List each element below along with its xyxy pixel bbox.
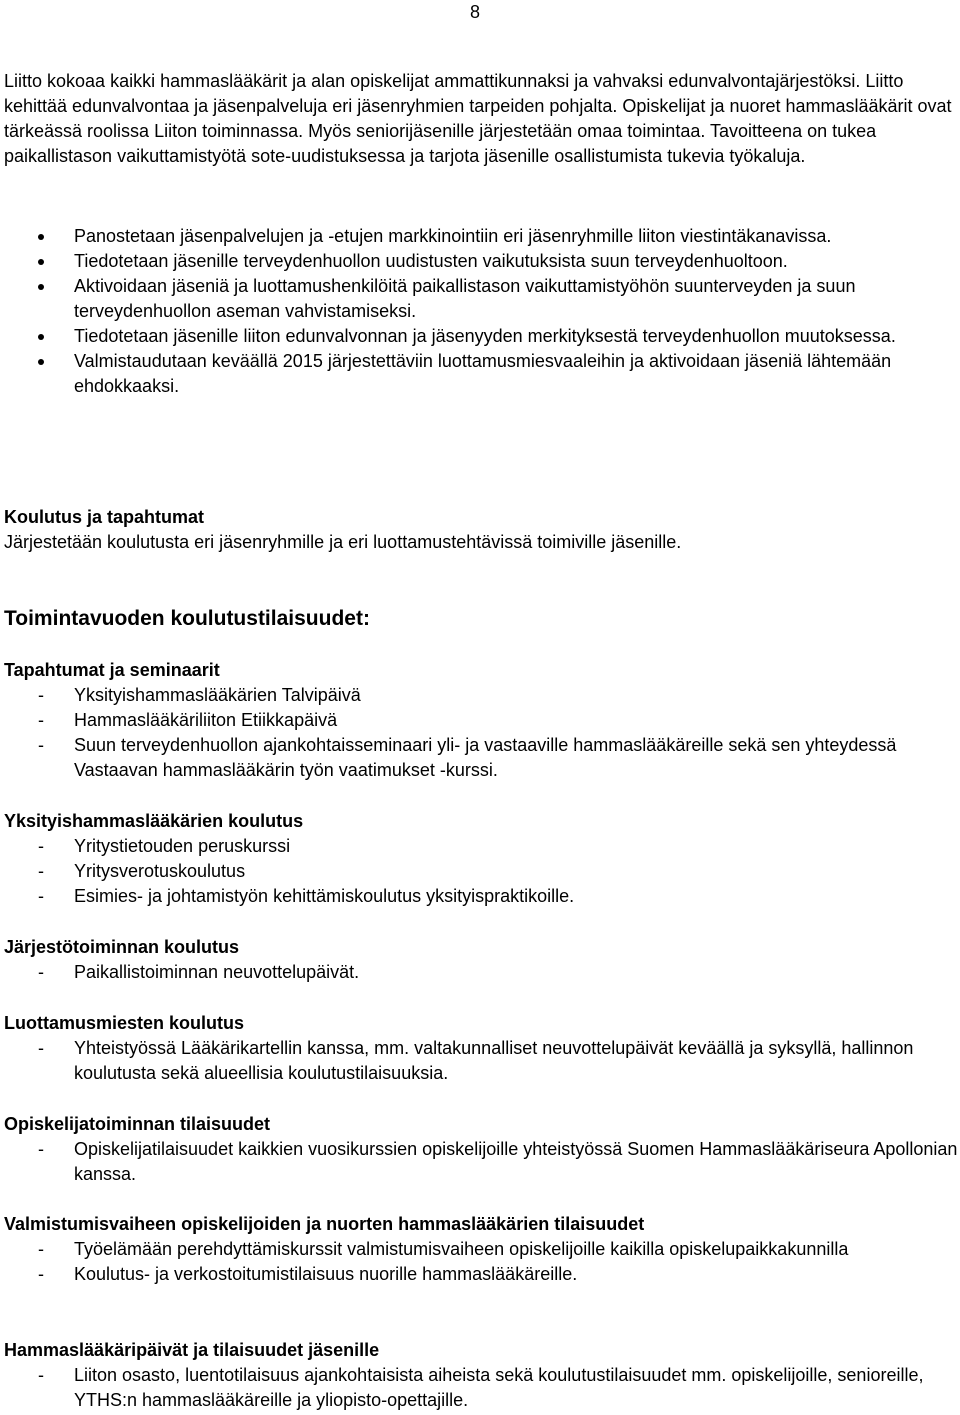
koulutus-section	[4, 505, 960, 555]
bullet-item	[4, 349, 960, 399]
dash-marker: -	[38, 962, 44, 982]
list-item	[4, 884, 960, 909]
dash-marker: -	[38, 861, 44, 881]
section-heading: Opiskelijatoiminnan tilaisuudet	[4, 1114, 271, 1134]
dash-marker: -	[38, 735, 44, 755]
list-item	[4, 708, 960, 733]
toimintavuosi-heading: Toimintavuoden koulutustilaisuudet:	[4, 607, 370, 630]
dash-marker: -	[38, 1239, 44, 1259]
koulutus-heading: Koulutus ja tapahtumat	[4, 507, 205, 527]
dash-marker: -	[38, 710, 44, 730]
list-item	[4, 1137, 960, 1187]
list-item	[4, 960, 960, 985]
list-item-text: Suun terveydenhuollon ajankohtaisseminaari yli- ja vastaaville hammaslääkäreille sekä sen yhteydessä Vastaavan hammaslääkärin työn vaatimukset -kurssi.	[74, 735, 897, 780]
bullet-text: Aktivoidaan jäseniä ja luottamushenkilöitä paikallistason vaikuttamistyöhön suunterveyden ja suun terveydenhuollon aseman vahvistamiseksi.	[74, 276, 856, 321]
bullet-icon	[38, 234, 44, 240]
dash-marker: -	[38, 1264, 44, 1284]
bullet-icon	[38, 334, 44, 340]
list-item	[4, 733, 960, 783]
section-jarjesto	[4, 935, 960, 985]
list-item-text: Koulutus- ja verkostoitumistilaisuus nuorille hammaslääkäreille.	[74, 1264, 578, 1284]
section-valmistuminen	[4, 1212, 960, 1287]
section-heading: Yksityishammaslääkärien koulutus	[4, 811, 304, 831]
list-item-text: Yksityishammaslääkärien Talvipäivä	[74, 685, 361, 705]
section-heading: Tapahtumat ja seminaarit	[4, 660, 220, 680]
dash-list	[4, 960, 960, 985]
bullet-item	[4, 249, 960, 274]
dash-marker: -	[38, 685, 44, 705]
dash-list	[4, 1036, 960, 1086]
dash-list	[4, 1237, 960, 1287]
bullet-list	[4, 224, 960, 399]
list-item-text: Esimies- ja johtamistyön kehittämiskoulutus yksityispraktikoille.	[74, 886, 575, 906]
intro-paragraph: Liitto kokoaa kaikki hammaslääkärit ja alan opiskelijat ammattikunnaksi ja vahvaksi edunvalvontajärjestöksi. Liitto kehittää edunvalvontaa ja jäsenpalveluja eri jäsenryhmien tarpeiden pohjalta. Opiskelijat ja nuoret hammaslääkärit ovat tärkeässä roolissa Liiton toiminnassa. Myös seniorijäsenille järjestetään omaa toimintaa. Tavoitteena on tukea paikallistason vaikuttamistyötä sote-uudistuksessa ja tarjota jäsenille osallistumista tukevia työkaluja.	[4, 71, 952, 166]
list-item	[4, 1237, 960, 1262]
dash-list	[4, 834, 960, 909]
page-number: 8	[470, 2, 481, 22]
list-item-text: Paikallistoiminnan neuvottelupäivät.	[74, 962, 360, 982]
list-item-text: Yritystietouden peruskurssi	[74, 836, 291, 856]
section-heading: Järjestötoiminnan koulutus	[4, 937, 240, 957]
list-item-text: Hammaslääkäriliiton Etiikkapäivä	[74, 710, 338, 730]
section-heading: Luottamusmiesten koulutus	[4, 1013, 245, 1033]
list-item	[4, 1036, 960, 1086]
bullet-text: Valmistaudutaan keväällä 2015 järjestettäviin luottamusmiesvaaleihin ja aktivoidaan jäseniä lähtemään ehdokkaaksi.	[74, 351, 892, 396]
list-item-text: Liiton osasto, luentotilaisuus ajankohtaisista aiheista sekä koulutustilaisuudet mm. opiskelijoille, senioreille, YTHS:n hammaslääkäreille ja yliopisto-opettajille.	[74, 1365, 924, 1410]
dash-marker: -	[38, 1038, 44, 1058]
list-item-text: Yhteistyössä Lääkärikartellin kanssa, mm. valtakunnalliset neuvottelupäivät keväällä ja syksyllä, hallinnon koulutusta sekä alueellisia koulutustilaisuuksia.	[74, 1038, 914, 1083]
koulutus-text: Järjestetään koulutusta eri jäsenryhmille ja eri luottamustehtävissä toimiville jäsenille.	[4, 532, 682, 552]
dash-marker: -	[38, 1139, 44, 1159]
bullet-item	[4, 324, 960, 349]
dash-marker: -	[38, 1365, 44, 1385]
dash-list	[4, 683, 960, 783]
list-item	[4, 859, 960, 884]
bullet-text: Tiedotetaan jäsenille liiton edunvalvonnan ja jäsenyyden merkityksestä terveydenhuollon muutoksessa.	[74, 326, 896, 346]
section-heading: Valmistumisvaiheen opiskelijoiden ja nuorten hammaslääkärien tilaisuudet	[4, 1214, 645, 1234]
list-item-text: Työelämään perehdyttämiskurssit valmistumisvaiheen opiskelijoille kaikilla opiskelupaikkakunnilla	[74, 1239, 849, 1259]
dash-marker: -	[38, 836, 44, 856]
section-yksityis	[4, 809, 960, 909]
list-item-text: Yritysverotuskoulutus	[74, 861, 246, 881]
bullet-icon	[38, 259, 44, 265]
bullet-text: Tiedotetaan jäsenille terveydenhuollon uudistusten vaikutuksista suun terveydenhuoltoon.	[74, 251, 788, 271]
section-tapahtumat	[4, 658, 960, 783]
list-item-text: Opiskelijatilaisuudet kaikkien vuosikurssien opiskelijoille yhteistyössä Suomen Hammaslääkäriseura Apollonian kanssa.	[74, 1139, 958, 1184]
section-luottamus	[4, 1011, 960, 1086]
bullet-item	[4, 224, 960, 249]
bullet-item	[4, 274, 960, 324]
bullet-icon	[38, 359, 44, 365]
section-opiskelija	[4, 1112, 960, 1187]
list-item	[4, 1363, 960, 1413]
section-hammaslaakaripaivat	[4, 1338, 960, 1413]
list-item	[4, 834, 960, 859]
dash-list	[4, 1363, 960, 1413]
list-item	[4, 683, 960, 708]
dash-marker: -	[38, 886, 44, 906]
section-heading: Hammaslääkäripäivät ja tilaisuudet jäsenille	[4, 1340, 380, 1360]
bullet-text: Panostetaan jäsenpalvelujen ja -etujen markkinointiin eri jäsenryhmille liiton viestintäkanavissa.	[74, 226, 832, 246]
list-item	[4, 1262, 960, 1287]
dash-list	[4, 1137, 960, 1187]
bullet-icon	[38, 284, 44, 290]
